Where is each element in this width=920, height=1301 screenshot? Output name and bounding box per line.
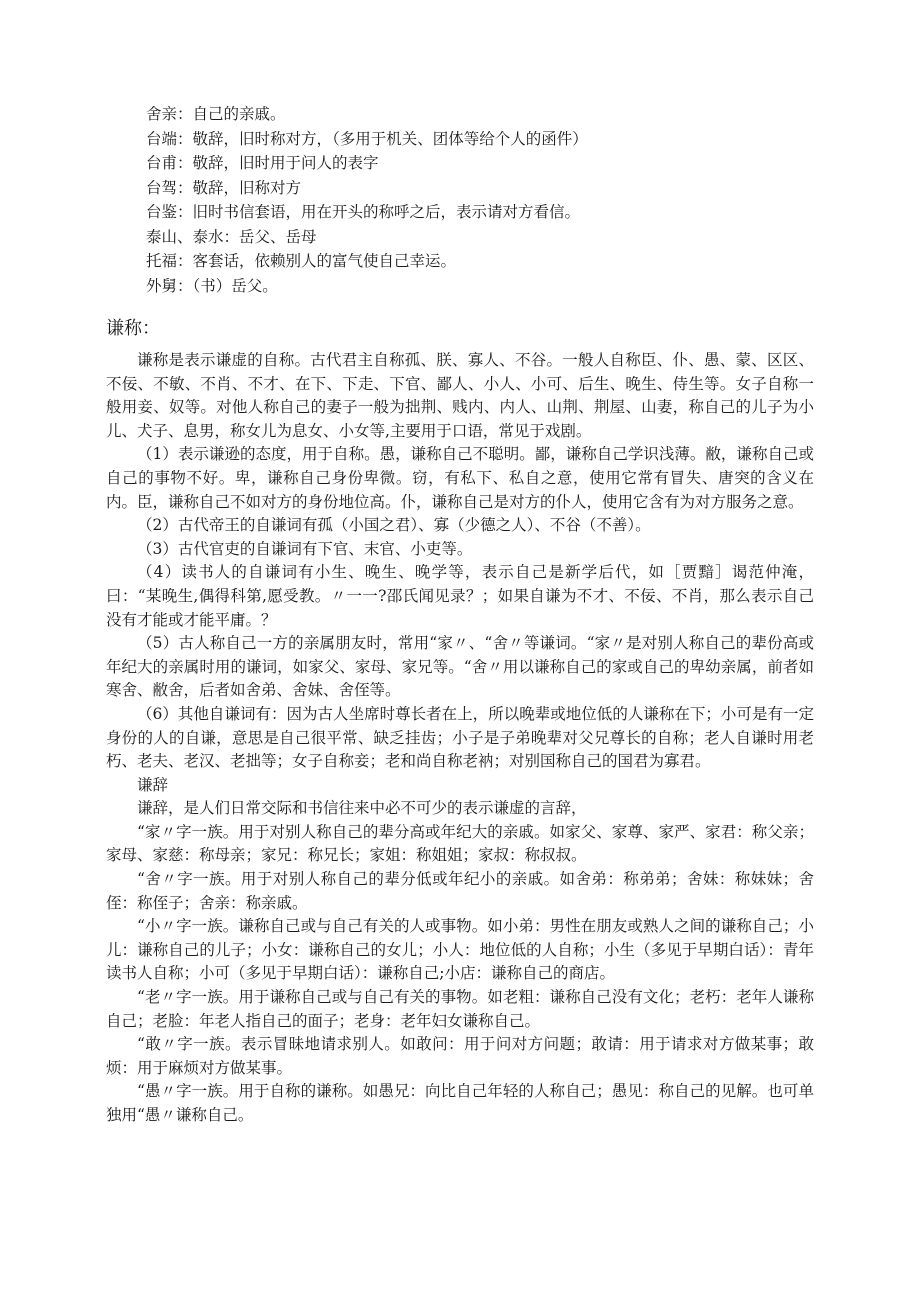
paragraph: “家〃字一族。用于对别人称自己的辈分高或年纪大的亲戚。如家父、家尊、家严、家君：称父亲；家母、家慈：称母亲；家兄：称兄长；家姐：称姐姐；家叔：称叔叔。 — [106, 822, 814, 865]
paragraph: （6）其他自谦词有：因为古人坐席时尊长者在上，所以晚辈或地位低的人谦称在下；小可是有一定身份的人的自谦，意思是自己很平常、缺乏挂齿；小子是子弟晚辈对父兄尊长的自称；老人自谦时用老朽、老夫、老汉、老拙等；女子自称妾；老和尚自称老衲；对别国称自己的国君为寡君。 — [106, 704, 814, 771]
paragraph: “敢〃字一族。表示冒昧地请求别人。如敢问：用于问对方问题；敢请：用于请求对方做某事；敢烦：用于麻烦对方做某事。 — [106, 1035, 814, 1077]
glossary-entry: 台驾：敬辞，旧称对方 — [146, 178, 302, 197]
paragraph: 谦辞，是人们日常交际和书信往来中必不可少的表示谦虚的言辞， — [137, 799, 587, 818]
glossary-entry: 舍亲：自己的亲戚。 — [146, 105, 286, 123]
paragraph: “愚〃字一族。用于自称的谦称。如愚兄：向比自己年轻的人称自己；愚见：称自己的见解。也可单独用“愚〃谦称自己。 — [106, 1082, 814, 1124]
paragraph: （3）古代官吏的自谦词有下官、末官、小吏等。 — [137, 539, 473, 558]
section-body — [106, 349, 814, 1128]
glossary-entry: 台端：敬辞，旧时称对方，（多用于机关、团体等给个人的函件） — [146, 129, 588, 148]
paragraph: “小〃字一族。谦称自己或与自己有关的人或事物。如小弟：男性在朋友或熟人之间的谦称自己；小儿：谦称自己的儿子；小女：谦称自己的女儿；小人：地位低的人自称；小生（多见于早期白话）：青年读书人自称；小可（多见于早期白话）：谦称自己;小店：谦称自己的商店。 — [106, 917, 814, 983]
paragraph: “舍〃字一族。用于对别人称自己的辈分低或年纪小的亲戚。如舍弟：称弟弟；舍妹：称妹妹；舍侄：称侄子；舍亲：称亲戚。 — [106, 870, 814, 912]
paragraph: “老〃字一族。用于谦称自己或与自己有关的事物。如老粗：谦称自己没有文化；老朽：老年人谦称自己；老脸：年老人指自己的面子；老身：老年妇女谦称自己。 — [106, 988, 814, 1030]
glossary-entry: 外舅：（书）岳父。 — [146, 276, 278, 295]
paragraph: （2）古代帝王的自谦词有孤（小国之君）、寡（少德之人）、不谷（不善）。 — [137, 516, 651, 535]
paragraph: 谦称是表示谦虚的自称。古代君主自称孤、朕、寡人、不谷。一般人自称臣、仆、愚、蒙、区区、不佞、不敏、不肖、不才、在下、下走、下官、鄙人、小人、小可、后生、晚生、侍生等。女子自称一般用妾、奴等。对他人称自己的妻子一般为拙荆、贱内、内人、山荆、荆屋、山妻，称自己的儿子为小儿、犬子、息男，称女儿为息女、小女等,主要用于口语，常见于戏剧。 — [106, 351, 814, 440]
paragraph: （5）古人称自己一方的亲属朋友时，常用“家〃、“舍〃等谦词。“家〃是对别人称自己的辈份高或年纪大的亲属时用的谦词，如家父、家母、家兄等。“舍〃用以谦称自己的家或自己的卑幼亲属，前者如寒舍、敝舍，后者如舍弟、舍妹、舍侄等。 — [106, 634, 814, 700]
glossary-entry: 托福：客套话，依赖别人的富气使自己幸运。 — [146, 252, 457, 270]
section-heading: 谦称： — [106, 318, 160, 339]
glossary-list — [146, 102, 846, 298]
paragraph: （1）表示谦逊的态度，用于自称。愚，谦称自己不聪明。鄙，谦称自己学识浅薄。敝，谦称自己或自己的事物不好。卑，谦称自己身份卑微。窃，有私下、私自之意，使用它常有冒失、唐突的含义在内。臣，谦称自己不如对方的身份地位高。仆，谦称自己是对方的仆人，使用它含有为对方服务之意。 — [106, 445, 814, 511]
paragraph: （4）读书人的自谦词有小生、晚生、晚学等，表示自己是新学后代，如［贾黯］谒范仲淹，曰：“某晚生,偶得科第,愿受教。〃一一?邵氏闻见录？；如果自谦为不才、不佞、不肖，那么表示自己没有才能或才能平庸。？ — [106, 563, 814, 629]
sub-heading: 谦辞 — [137, 775, 169, 794]
glossary-entry: 台鉴：旧时书信套语，用在开头的称呼之后，表示请对方看信。 — [146, 203, 581, 221]
glossary-entry: 泰山、泰水：岳父、岳母 — [146, 227, 317, 246]
glossary-entry: 台甫：敬辞，旧时用于问人的表字 — [146, 154, 379, 172]
